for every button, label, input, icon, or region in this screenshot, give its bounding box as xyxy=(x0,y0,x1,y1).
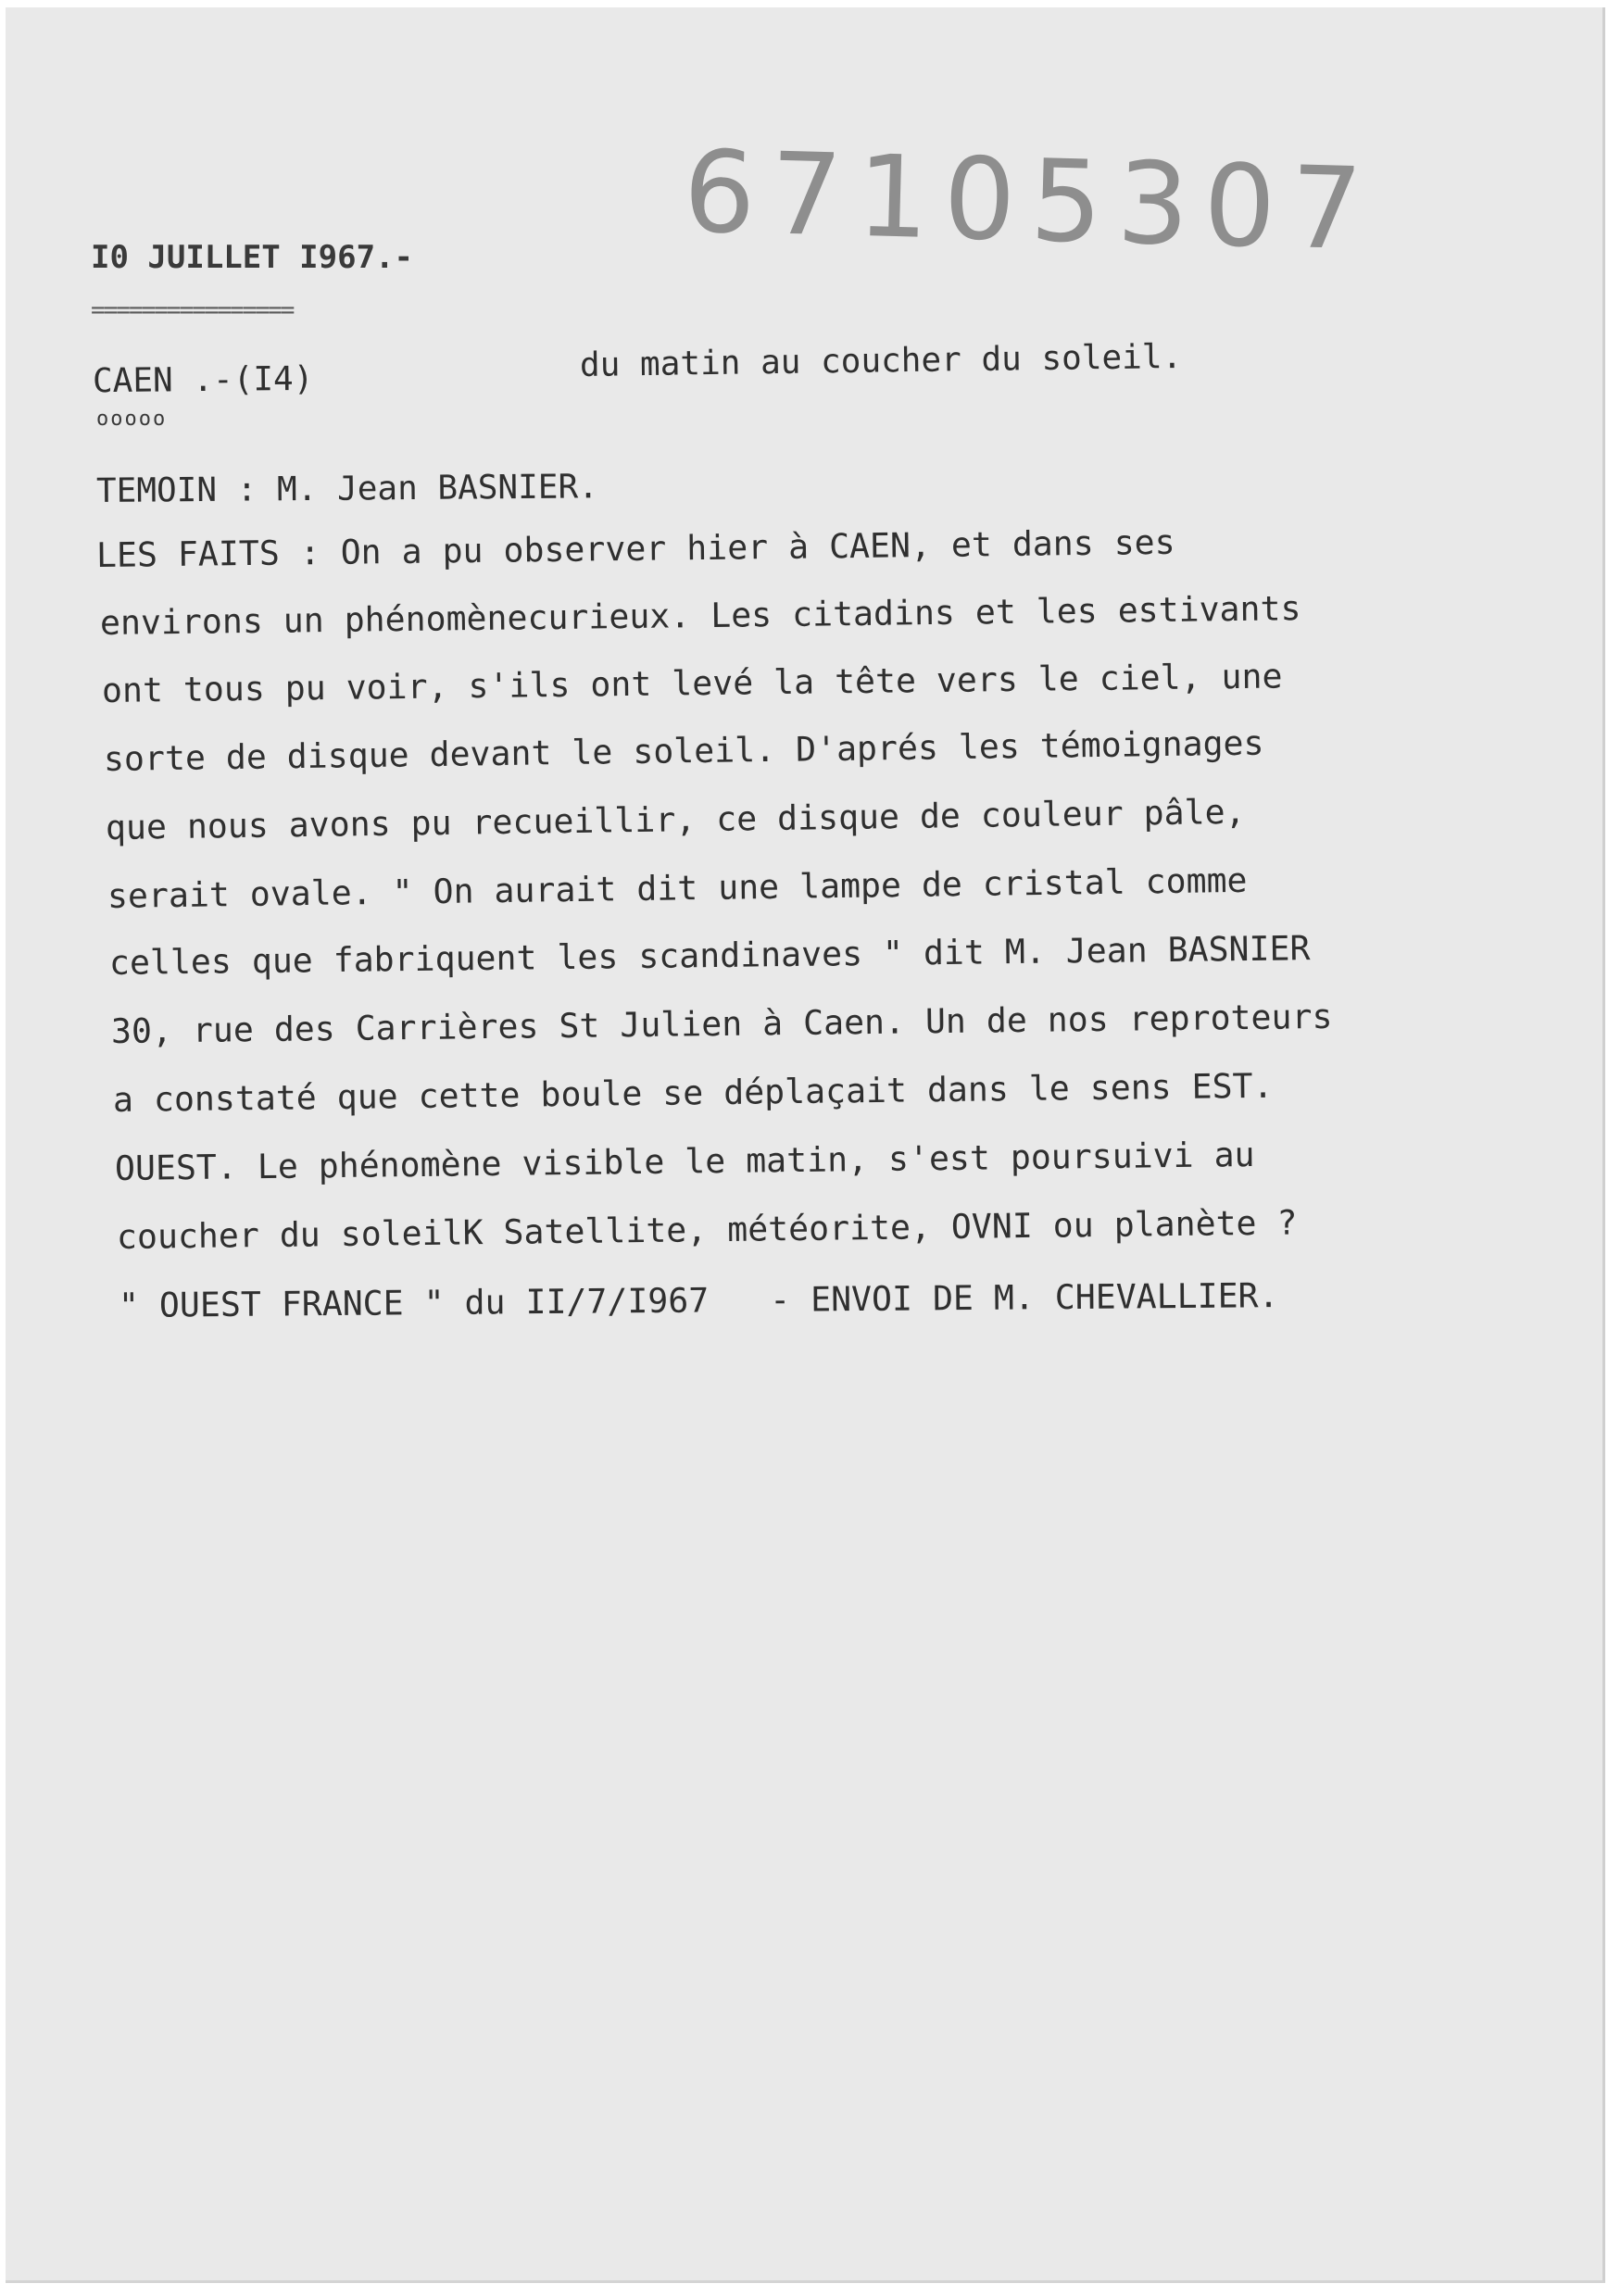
header-note: du matin au coucher du soleil. xyxy=(579,337,1183,384)
facts-line: sorte de disque devant le soleil. D'aprés les témoignages xyxy=(103,722,1264,779)
facts-line: que nous avons pu recueillir, ce disque de couleur pâle, xyxy=(105,791,1246,847)
facts-line: LES FAITS : On a pu observer hier à CAEN, et dans ses xyxy=(95,521,1175,575)
facts-line: " OUEST FRANCE " du II/7/I967 - ENVOI DE M. CHEVALLIER. xyxy=(118,1275,1279,1325)
facts-line: a constaté que cette boule se déplaçait dans le sens EST. xyxy=(112,1065,1274,1120)
facts-line: coucher du soleilK Satellite, météorite, OVNI ou planète ? xyxy=(116,1202,1298,1257)
document-date: I0 JUILLET I967.- xyxy=(91,239,413,276)
location-heading: CAEN .-(I4) xyxy=(92,359,314,401)
witness-line: TEMOIN : M. Jean BASNIER. xyxy=(95,468,599,510)
facts-line: serait ovale. " On aurait dit une lampe de cristal comme xyxy=(107,859,1248,916)
facts-line: OUEST. Le phénomène visible le matin, s'est poursuivi au xyxy=(114,1134,1255,1188)
reference-number-stamp: 67105307 xyxy=(682,126,1379,276)
document-page xyxy=(6,7,1605,2283)
facts-line: celles que fabriquent les scandinaves " dit M. Jean BASNIER xyxy=(108,928,1311,983)
facts-line: environs un phénomènecurieux. Les citadins et les estivants xyxy=(99,588,1301,643)
date-underline: ================ xyxy=(91,296,294,324)
facts-line: ont tous pu voir, s'ils ont levé la tête vers le ciel, une xyxy=(101,656,1283,710)
location-underline-marks: ooooo xyxy=(96,408,168,431)
facts-line: 30, rue des Carrières St Julien à Caen. Un de nos reproteurs xyxy=(110,996,1333,1051)
